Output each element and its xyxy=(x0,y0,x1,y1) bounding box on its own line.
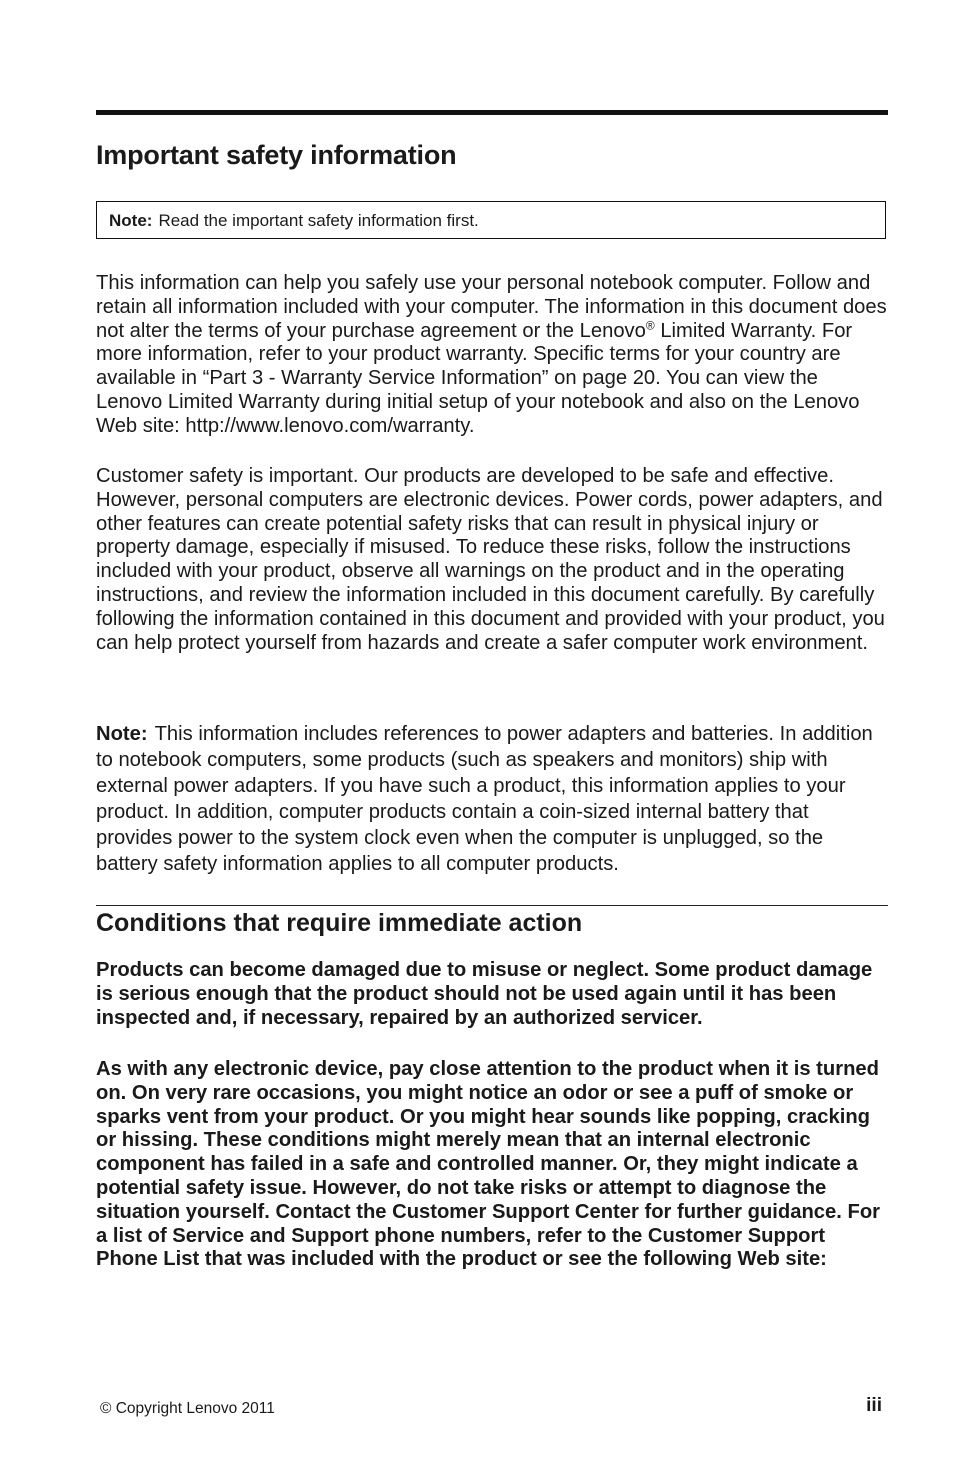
note-label: Note: xyxy=(109,211,153,230)
copyright-footer: © Copyright Lenovo 2011 xyxy=(100,1400,275,1417)
electronic-device-warning-paragraph: As with any electronic device, pay close attention to the product when it is turned on. On very rare occasions, you might notice an odor or see a puff of smoke or sparks vent from your product. Or you might hear sounds like popping, cracking or hissing. These conditions might merely mean that an internal electronic component has failed in a safe and controlled manner. Or, they might indicate a potential safety issue. However, do not take risks or attempt to diagnose the situation yourself. Contact the Customer Support Center for further guidance. For a list of Service and Support phone numbers, refer to the Customer Support Phone List that was included with the product or see the following Web site: xyxy=(96,1058,881,1271)
note2-text: This information includes references to power adapters and batteries. In addition to notebook computers, some products (such as speakers and monitors) ship with external power adapters. If you have such a product, this information applies to your product. In addition, computer products contain a coin-sized internal battery that provides power to the system clock even when the computer is unplugged, so the battery safety information applies to all computer products. xyxy=(96,723,873,875)
page-title: Important safety information xyxy=(96,140,457,170)
note-box xyxy=(96,201,886,239)
power-adapter-note xyxy=(96,721,888,877)
customer-safety-paragraph: Customer safety is important. Our products are developed to be safe and effective. However, personal computers are electronic devices. Power cords, power adapters, and other features can create potential safety risks that can result in physical injury or property damage, especially if misused. To reduce these risks, follow the instructions included with your product, observe all warnings on the product and in the operating instructions, and review the information included in this document carefully. By carefully following the information contained in this document and provided with your product, you can help protect yourself from hazards and create a safer computer work environment. xyxy=(96,465,885,654)
page-number: iii xyxy=(866,1395,882,1416)
intro-paragraph-part1: This information can help you safely use your personal notebook computer. Follow and retain all information included with your computer. The information in this document does not alter the terms of your purchase agreement or the Lenovo xyxy=(96,272,887,342)
section-divider xyxy=(96,905,888,906)
registered-mark: ® xyxy=(645,317,655,332)
intro-paragraph xyxy=(96,272,888,439)
top-divider xyxy=(96,110,888,115)
intro-paragraph-part2: Limited Warranty. For more information, refer to your product warranty. Specific terms for your country are available in “Part 3 - Warranty Service Information” on page 20. You can view the Lenovo Limited Warranty during initial setup of your notebook and also on the Lenovo Web site: http://www.lenovo.com/warranty. xyxy=(96,319,860,437)
section-heading: Conditions that require immediate action xyxy=(96,909,583,937)
note2-label: Note: xyxy=(96,723,148,745)
damage-warning-paragraph: Products can become damaged due to misuse or neglect. Some product damage is serious enough that the product should not be used again until it has been inspected and, if necessary, repaired by an authorized servicer. xyxy=(96,959,873,1029)
note-text: Read the important safety information first. xyxy=(158,211,479,230)
